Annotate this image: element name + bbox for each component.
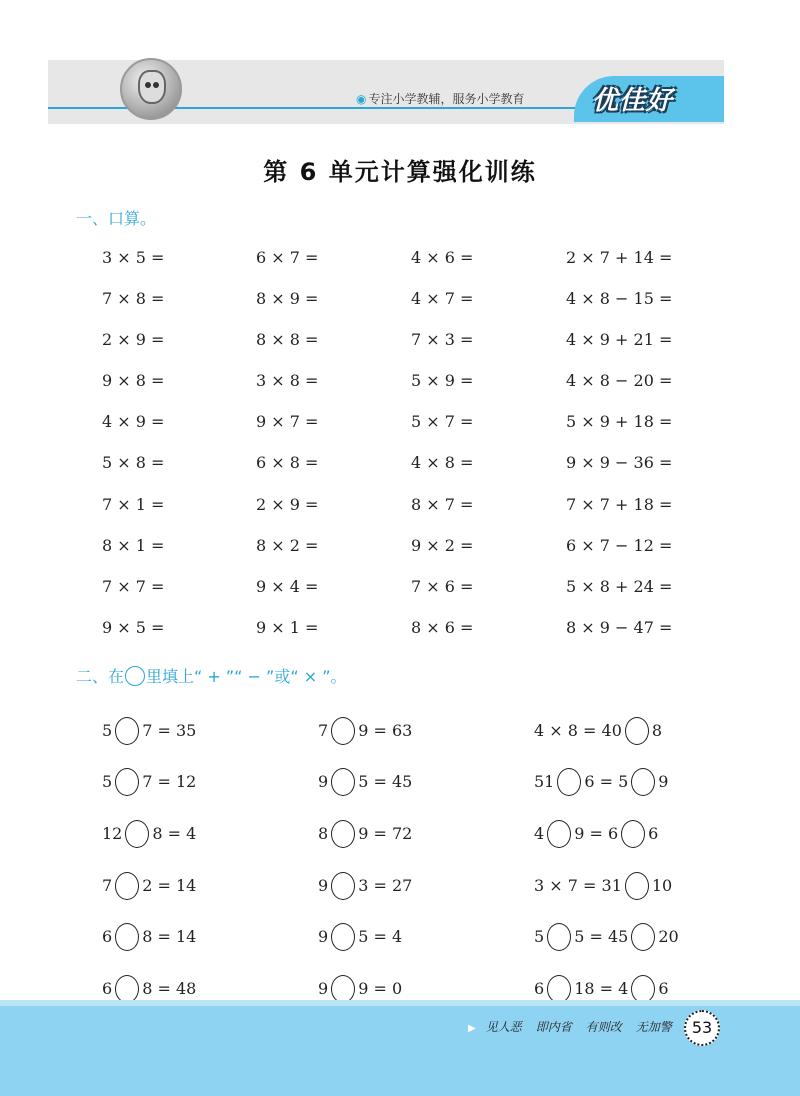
fill-problem — [102, 911, 318, 963]
oral-problem: 7 × 7 + 18 = — [566, 494, 673, 514]
operator-answer-circle[interactable] — [331, 923, 355, 951]
problem-text: 7 = 35 — [142, 720, 197, 740]
signal-icon: ◉ — [356, 92, 367, 106]
operator-answer-circle[interactable] — [547, 820, 571, 848]
slogan-text: 专注小学教辅，服务小学教育 — [368, 92, 525, 106]
problem-text: 5 — [102, 720, 113, 740]
oral-problem: 4 × 9 = — [102, 412, 165, 432]
footer-band — [0, 1000, 800, 1006]
oral-problem: 9 × 5 = — [102, 617, 165, 637]
problem-text: 5 = 4 — [358, 927, 403, 947]
problem-text: 9 — [318, 978, 329, 998]
fill-problem — [534, 860, 722, 912]
operator-answer-circle[interactable] — [557, 768, 581, 796]
oral-calculation-grid — [102, 246, 742, 657]
problem-text: 9 — [318, 772, 329, 792]
fill-problem — [318, 705, 534, 757]
oral-problem: 2 × 9 = — [256, 494, 319, 514]
fill-problem — [318, 911, 534, 963]
oral-problem: 8 × 9 = — [256, 289, 319, 309]
problem-text: 6 — [102, 978, 113, 998]
oral-problem: 4 × 8 − 15 = — [566, 289, 673, 309]
problem-text: 9 = 6 — [574, 823, 619, 843]
operator-answer-circle[interactable] — [115, 872, 139, 900]
oral-problem: 8 × 1 = — [102, 535, 165, 555]
operator-answer-circle[interactable] — [115, 717, 139, 745]
oral-problem: 5 × 8 + 24 = — [566, 576, 673, 596]
motto-word: 见人恶 — [485, 1020, 522, 1034]
footer-motto — [468, 1018, 686, 1035]
mascot-logo — [120, 58, 182, 120]
oral-problem: 3 × 8 = — [256, 371, 319, 391]
operator-answer-circle[interactable] — [331, 820, 355, 848]
operator-answer-circle[interactable] — [547, 975, 571, 1003]
operator-answer-circle[interactable] — [631, 768, 655, 796]
fill-problem — [102, 705, 318, 757]
mascot-face — [138, 70, 166, 104]
oral-problem: 7 × 3 = — [411, 330, 474, 350]
problem-text: 4 — [534, 823, 545, 843]
oral-problem: 4 × 7 = — [411, 289, 474, 309]
oral-problem: 5 × 9 = — [411, 371, 474, 391]
problem-text: 3 = 27 — [358, 875, 413, 895]
header-slogan — [356, 90, 525, 107]
section-2-heading-prefix: 二、在 — [76, 667, 125, 686]
problem-text: 8 — [318, 823, 329, 843]
fill-problem — [534, 757, 722, 809]
oral-problem: 4 × 8 = — [411, 453, 474, 473]
oral-problem: 4 × 6 = — [411, 248, 474, 267]
problem-text: 9 — [318, 875, 329, 895]
triangle-icon: ▶ — [468, 1023, 476, 1034]
oral-problem: 7 × 6 = — [411, 576, 474, 596]
problem-text: 6 — [102, 927, 113, 947]
operator-answer-circle[interactable] — [115, 768, 139, 796]
circle-icon — [125, 666, 145, 686]
operator-answer-circle[interactable] — [547, 923, 571, 951]
motto-word: 即内省 — [535, 1020, 572, 1034]
problem-text: 18 = 4 — [574, 978, 629, 998]
problem-text: 6 — [534, 978, 545, 998]
problem-text: 9 = 0 — [358, 978, 403, 998]
operator-answer-circle[interactable] — [331, 768, 355, 796]
operator-answer-circle[interactable] — [115, 975, 139, 1003]
oral-problem: 2 × 9 = — [102, 330, 165, 350]
problem-text: 7 — [102, 875, 113, 895]
oral-problem: 7 × 7 = — [102, 576, 165, 596]
problem-text: 5 — [534, 927, 545, 947]
page-title: 第 6 单元计算强化训练 — [263, 158, 537, 186]
problem-text: 10 — [651, 875, 673, 895]
problem-text: 20 — [658, 927, 679, 947]
operator-answer-circle[interactable] — [115, 923, 139, 951]
oral-problem: 6 × 7 = — [256, 248, 319, 267]
oral-problem: 8 × 9 − 47 = — [566, 617, 673, 637]
oral-problem: 9 × 9 − 36 = — [566, 453, 673, 473]
fill-problem — [318, 757, 534, 809]
oral-problem: 6 × 8 = — [256, 453, 319, 473]
problem-text: 5 = 45 — [358, 772, 413, 792]
problem-text: 8 = 4 — [152, 823, 197, 843]
motto-word: 无加警 — [635, 1020, 672, 1034]
problem-text: 9 = 72 — [358, 823, 413, 843]
fill-problem — [534, 911, 722, 963]
oral-problem: 9 × 2 = — [411, 535, 474, 555]
fill-problem — [318, 860, 534, 912]
problem-text: 6 — [658, 978, 669, 998]
problem-text: 2 = 14 — [142, 875, 197, 895]
problem-text: 5 — [102, 772, 113, 792]
fill-in-operator-grid — [102, 705, 722, 1015]
operator-answer-circle[interactable] — [331, 717, 355, 745]
problem-text: 8 — [651, 720, 663, 740]
problem-text: 3 × 7 = 31 — [534, 875, 622, 895]
problem-text: 4 × 8 = 40 — [534, 720, 622, 740]
oral-problem: 4 × 9 + 21 = — [566, 330, 673, 350]
page-footer — [0, 1000, 800, 1096]
operator-answer-circle[interactable] — [625, 717, 649, 745]
operator-answer-circle[interactable] — [631, 975, 655, 1003]
problem-text: 6 — [648, 823, 659, 843]
oral-problem: 9 × 1 = — [256, 617, 319, 637]
oral-problem: 8 × 8 = — [256, 330, 319, 350]
oral-problem: 5 × 8 = — [102, 453, 165, 473]
oral-problem: 8 × 2 = — [256, 535, 319, 555]
section-1-heading: 一、口算。 — [76, 209, 157, 228]
brand-logo — [574, 76, 724, 122]
fill-problem — [534, 705, 722, 757]
oral-problem: 5 × 7 = — [411, 412, 474, 432]
oral-problem: 6 × 7 − 12 = — [566, 535, 673, 555]
oral-problem: 9 × 8 = — [102, 371, 165, 391]
oral-problem: 7 × 8 = — [102, 289, 165, 309]
fill-problem — [102, 808, 318, 860]
brand-text: 优佳好 — [592, 86, 674, 116]
problem-text: 51 — [534, 772, 555, 792]
section-2-heading-suffix: 里填上“ + ”“ − ”或“ × ”。 — [146, 667, 347, 686]
operator-answer-circle[interactable] — [331, 975, 355, 1003]
problem-text: 8 = 48 — [142, 978, 197, 998]
fill-problem — [534, 808, 722, 860]
oral-problem: 8 × 6 = — [411, 617, 474, 637]
oral-problem: 2 × 7 + 14 = — [566, 248, 673, 267]
problem-text: 9 = 63 — [358, 720, 413, 740]
problem-text: 9 — [318, 927, 329, 947]
operator-answer-circle[interactable] — [331, 872, 355, 900]
problem-text: 7 = 12 — [142, 772, 197, 792]
problem-text: 5 = 45 — [574, 927, 629, 947]
page-number: 53 — [684, 1010, 720, 1046]
problem-text: 12 — [102, 823, 123, 843]
operator-answer-circle[interactable] — [625, 872, 649, 900]
problem-text: 9 — [658, 772, 669, 792]
oral-problem: 8 × 7 = — [411, 494, 474, 514]
problem-text: 8 = 14 — [142, 927, 197, 947]
fill-problem — [102, 757, 318, 809]
oral-problem: 9 × 4 = — [256, 576, 319, 596]
fill-problem — [318, 808, 534, 860]
motto-word: 有则改 — [585, 1020, 622, 1034]
oral-problem: 4 × 8 − 20 = — [566, 371, 673, 391]
operator-answer-circle[interactable] — [125, 820, 149, 848]
problem-text: 6 = 5 — [584, 772, 629, 792]
oral-problem: 3 × 5 = — [102, 248, 165, 267]
section-2-heading — [76, 664, 347, 687]
operator-answer-circle[interactable] — [631, 923, 655, 951]
fill-problem — [102, 860, 318, 912]
oral-problem: 7 × 1 = — [102, 494, 165, 514]
operator-answer-circle[interactable] — [621, 820, 645, 848]
problem-text: 7 — [318, 720, 329, 740]
oral-problem: 9 × 7 = — [256, 412, 319, 432]
oral-problem: 5 × 9 + 18 = — [566, 412, 673, 432]
